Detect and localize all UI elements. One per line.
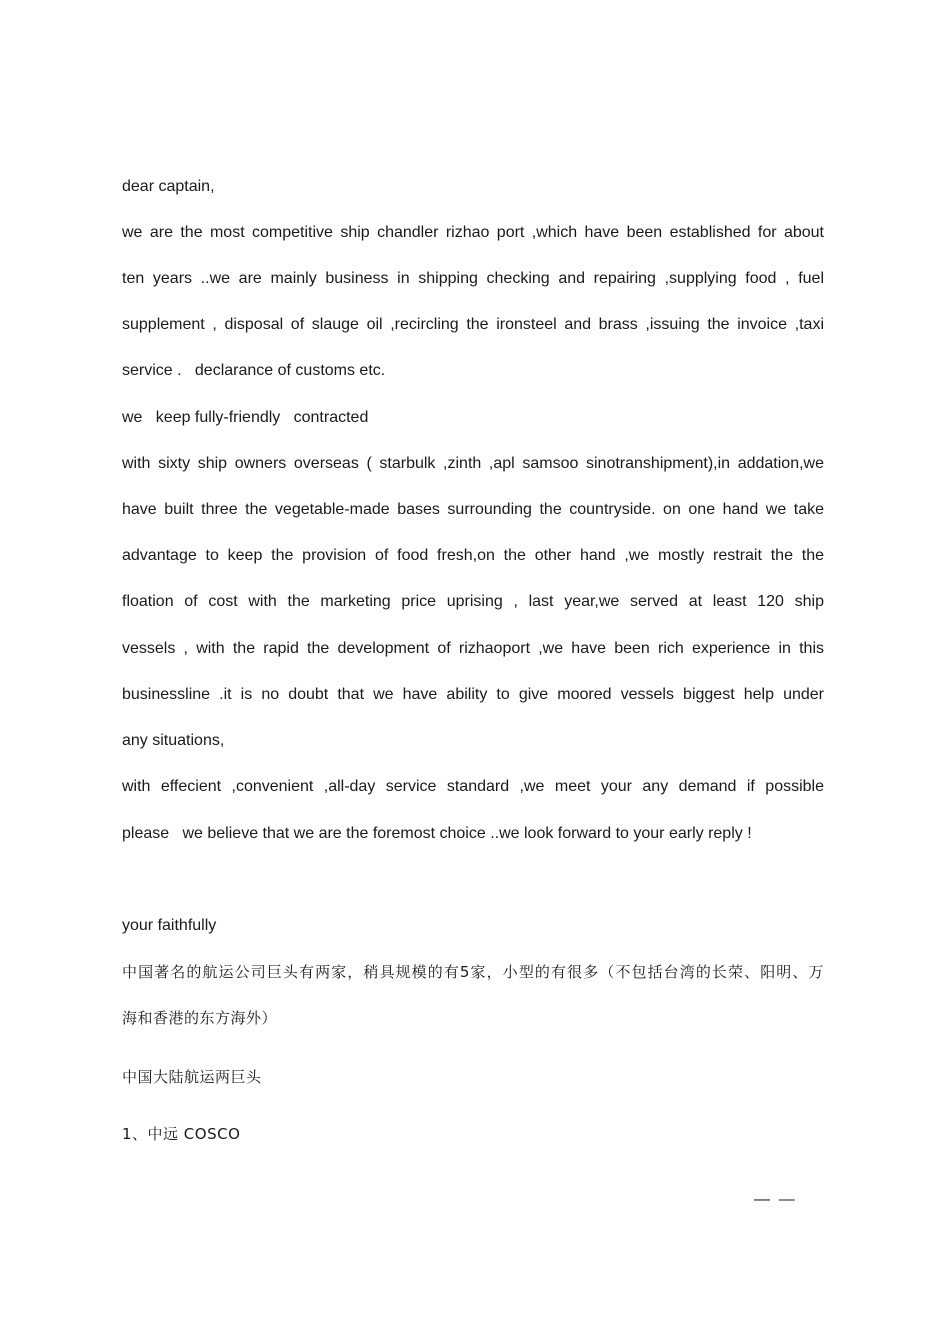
closing: your faithfully [122,917,217,934]
body-line: with effecient ,convenient ,all-day service standard ,we meet your any demand if possible [122,778,824,795]
body-line: businessline .it is no doubt that we have ability to give moored vessels biggest help under [122,686,824,703]
body-line: any situations, [122,732,225,749]
body-line: floation of cost with the marketing price uprising , last year,we served at least 120 ship [122,593,824,610]
body-line: please we believe that we are the foremost choice ..we look forward to your early reply ! [122,825,752,842]
body-line: with sixty ship owners overseas ( starbulk ,zinth ,apl samsoo sinotranshipment),in addation,we [122,455,824,472]
chinese-heading: 中国大陆航运两巨头 [122,1068,262,1086]
body-line: we are the most competitive ship chandler rizhao port ,which have been established for about [122,224,824,241]
body-line: we keep fully-friendly contracted [122,409,369,426]
list-item: 1、中远 COSCO [122,1125,241,1143]
body-line: supplement , disposal of slauge oil ,recircling the ironsteel and brass ,issuing the invoice ,taxi [122,316,824,333]
chinese-paragraph-line: 海和香港的东方海外） [122,1009,278,1027]
body-line: vessels , with the rapid the development of rizhaoport ,we have been rich experience in this [122,640,824,657]
body-line: have built three the vegetable-made bases surrounding the countryside. on one hand we take [122,501,824,518]
body-line: ten years ..we are mainly business in shipping checking and repairing ,supplying food , fuel [122,270,824,287]
chinese-paragraph-line: 中国著名的航运公司巨头有两家，稍具规模的有5家，小型的有很多（不包括台湾的长荣、阳明、万 [122,963,824,981]
salutation: dear captain, [122,178,215,195]
body-line: advantage to keep the provision of food fresh,on the other hand ,we mostly restrait the the [122,547,824,564]
page-number-mark: — — [754,1191,795,1208]
body-line: service . declarance of customs etc. [122,362,386,379]
